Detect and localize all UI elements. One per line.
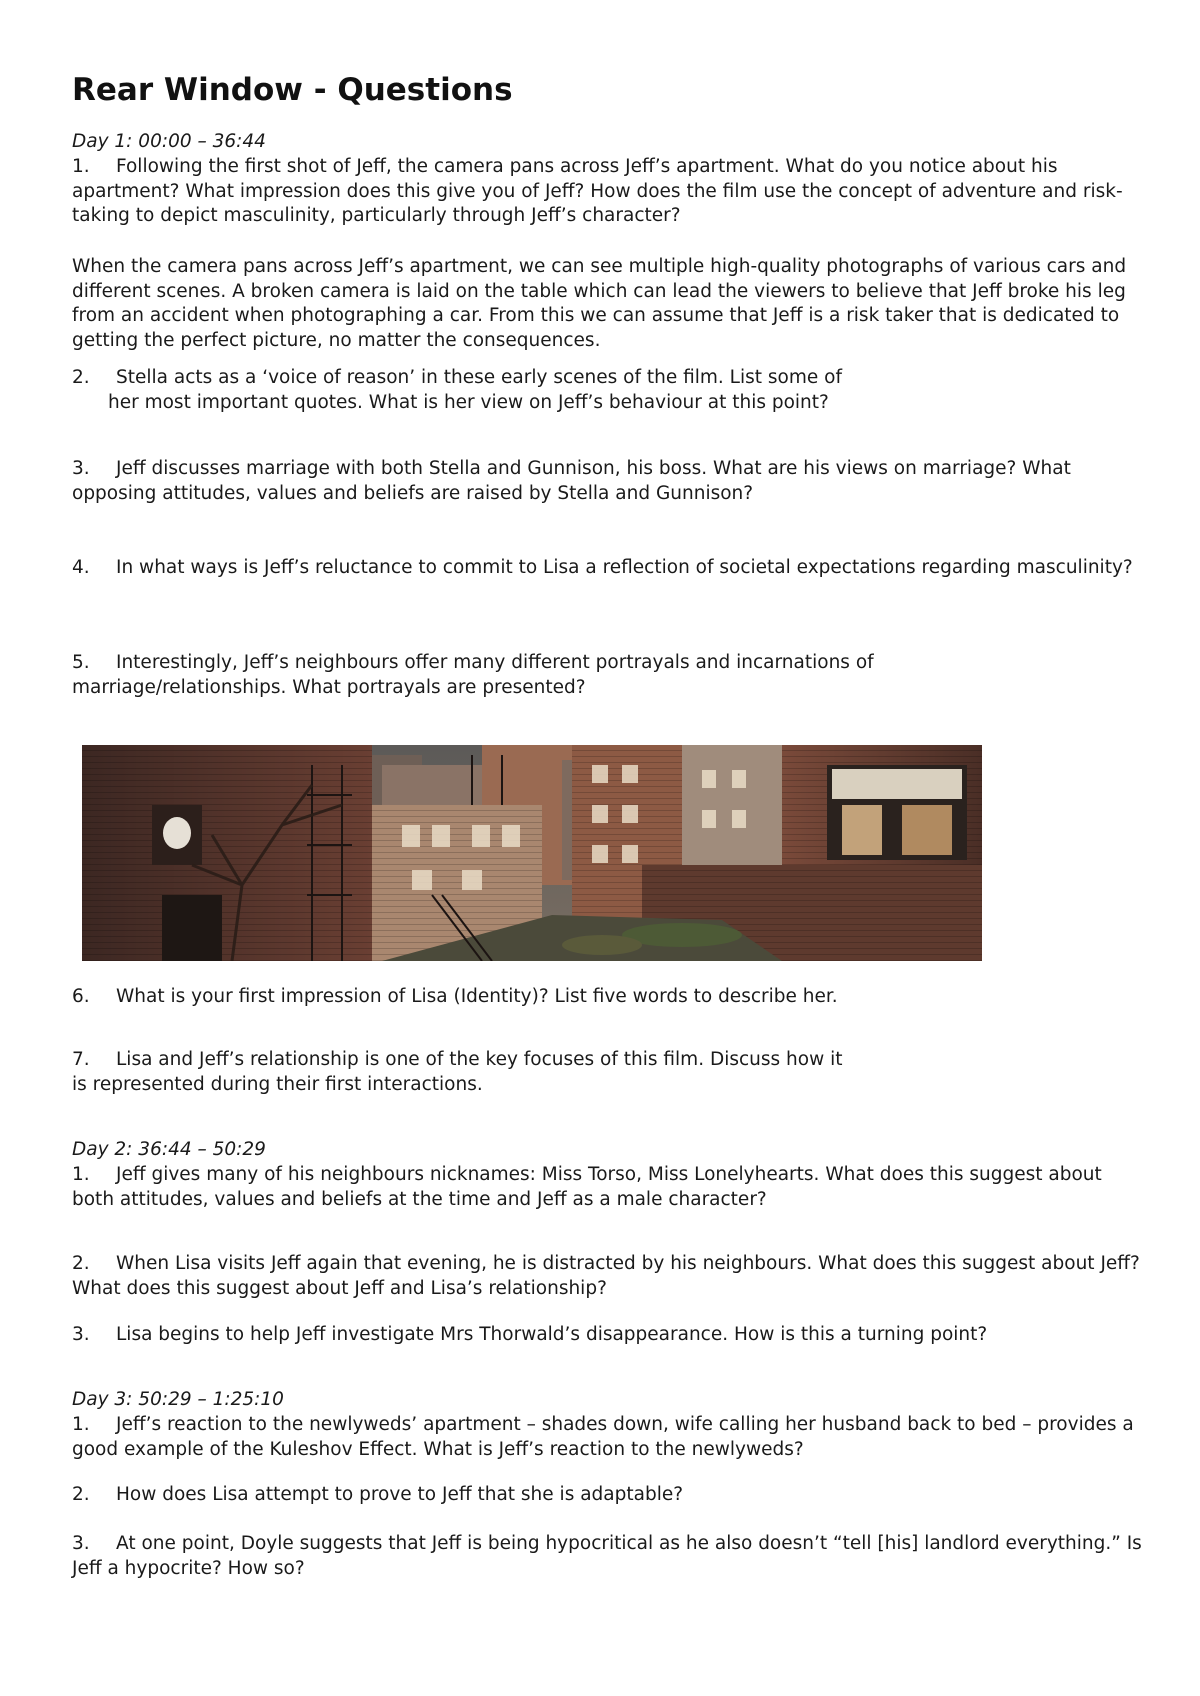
question-text: Jeff’s reaction to the newlyweds’ apartment – shades down, wife calling her husband back to bed – provides a good example of the Kuleshov Effect. What is Jeff’s reaction to the newlyweds? [72, 1414, 1134, 1460]
question-number: 1. [72, 156, 90, 177]
question-text: Following the first shot of Jeff, the camera pans across Jeff’s apartment. What do you notice about his apartment? What impression does this give you of Jeff? How does the film use the concept of adventure and risk-taking to depict masculinity, particularly through Jeff’s character? [72, 156, 1123, 226]
question-text: At one point, Doyle suggests that Jeff is being hypocritical as he also doesn’t “tell [his] landlord everything.” Is Jeff a hypocrite? How so? [72, 1533, 1142, 1579]
question-number: 1. [72, 1164, 90, 1185]
page-title: Rear Window - Questions [72, 72, 513, 108]
question-text: What is your first impression of Lisa (Identity)? List five words to describe her. [116, 986, 838, 1007]
question-number: 2. [72, 367, 90, 388]
question-text: Jeff discusses marriage with both Stella and Gunnison, his boss. What are his views on marriage? What opposing attitudes, values and beliefs are raised by Stella and Gunnison? [72, 458, 1071, 504]
day1-question-4 [72, 556, 1142, 581]
day1-question-2 [72, 366, 1142, 415]
day1-question-3 [72, 457, 1142, 506]
day3-heading: Day 3: 50:29 – 1:25:10 [72, 1389, 284, 1410]
day3-question-2 [72, 1483, 1142, 1508]
day2-question-3 [72, 1323, 1142, 1348]
day1-question-1 [72, 155, 1142, 229]
question-text-line1: Stella acts as a ‘voice of reason’ in these early scenes of the film. List some of [116, 367, 842, 388]
question-number: 3. [72, 458, 90, 479]
question-text: When Lisa visits Jeff again that evening, he is distracted by his neighbours. What does this suggest about Jeff? What does this suggest about Jeff and Lisa’s relationship? [72, 1253, 1140, 1299]
question-number: 1. [72, 1414, 90, 1435]
question-text-line2: her most important quotes. What is her view on Jeff’s behaviour at this point? [108, 391, 829, 413]
question-text: Jeff gives many of his neighbours nicknames: Miss Torso, Miss Lonelyhearts. What does this suggest about both attitudes, values and beliefs at the time and Jeff as a male character? [72, 1164, 1102, 1210]
question-text: How does Lisa attempt to prove to Jeff that she is adaptable? [116, 1484, 684, 1505]
question-number: 2. [72, 1253, 90, 1274]
question-number: 5. [72, 652, 90, 673]
question-number: 3. [72, 1533, 90, 1554]
day1-question-5 [72, 651, 1142, 700]
day1-question-6 [72, 985, 1142, 1010]
question-text-line2: is represented during their first interactions. [72, 1073, 483, 1095]
day2-heading: Day 2: 36:44 – 50:29 [72, 1139, 266, 1160]
day3-question-1 [72, 1413, 1142, 1462]
question-number: 7. [72, 1049, 90, 1070]
question-number: 4. [72, 557, 90, 578]
question-number: 2. [72, 1484, 90, 1505]
film-still-courtyard-image [82, 745, 982, 961]
day1-answer-1: When the camera pans across Jeff’s apartment, we can see multiple high-quality photographs of various cars and different scenes. A broken camera is laid on the table which can lead the viewers to believe that Jeff broke his leg from an accident when photographing a car. From this we can assume that Jeff is a risk taker that is dedicated to getting the perfect picture, no matter the consequences. [72, 256, 1127, 351]
question-text: Lisa begins to help Jeff investigate Mrs Thorwald’s disappearance. How is this a turning point? [116, 1324, 988, 1345]
day1-question-7 [72, 1048, 1142, 1097]
question-number: 3. [72, 1324, 90, 1345]
question-text: In what ways is Jeff’s reluctance to commit to Lisa a reflection of societal expectations regarding masculinity? [116, 557, 1133, 578]
day2-question-2 [72, 1252, 1142, 1301]
question-text-line1: Lisa and Jeff’s relationship is one of the key focuses of this film. Discuss how it [116, 1049, 843, 1070]
day3-question-3 [72, 1532, 1142, 1581]
question-number: 6. [72, 986, 90, 1007]
day1-heading: Day 1: 00:00 – 36:44 [72, 131, 266, 152]
day2-question-1 [72, 1163, 1142, 1212]
question-text-line1: Interestingly, Jeff’s neighbours offer many different portrayals and incarnations of [116, 652, 874, 673]
question-text-line2: marriage/relationships. What portrayals are presented? [72, 676, 586, 698]
